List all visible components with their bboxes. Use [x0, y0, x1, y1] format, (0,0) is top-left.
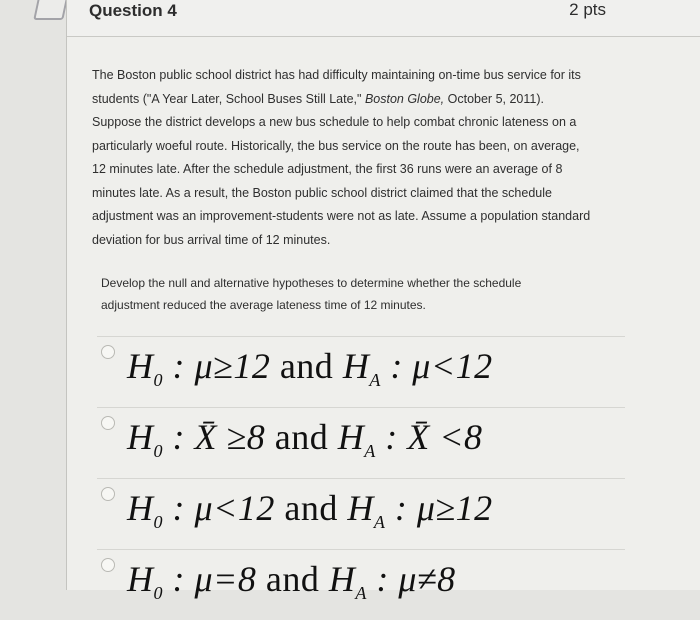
sub-prompt-line: Develop the null and alternative hypotheses to determine whether the schedule: [101, 276, 522, 290]
prompt-line: 12 minutes late. After the schedule adjustment, the first 36 runs were an average of 8: [92, 162, 563, 176]
prompt-source: Boston Globe,: [364, 91, 445, 106]
prompt-line: deviation for bus arrival time of 12 minutes.: [92, 232, 331, 247]
flag-question-icon[interactable]: [33, 0, 69, 20]
answer-option-2[interactable]: [97, 407, 625, 478]
question-prompt: [92, 64, 612, 252]
sub-prompt-line: adjustment reduced the average lateness time of 12 minutes.: [101, 298, 426, 312]
prompt-line: minutes late. As a result, the Boston public school district claimed that the schedule: [92, 185, 552, 200]
answer-option-4[interactable]: [97, 549, 625, 620]
answer-formula: $H_0$ : μ≥12 and $H_A$ : μ<12: [127, 346, 493, 390]
answer-formula: $H_0$ : X̄ ≥8 and $H_A$ : X̄ <8: [127, 417, 483, 461]
answer-options: [97, 336, 625, 620]
radio-button[interactable]: [101, 558, 115, 572]
prompt-line: The Boston public school district has had difficulty maintaining on-time bus service for its: [92, 68, 581, 82]
answer-option-3[interactable]: [97, 478, 625, 549]
answer-formula: $H_0$ : μ=8 and $H_A$ : μ≠8: [127, 559, 456, 603]
question-card: [66, 0, 700, 603]
question-header: [67, 0, 700, 37]
prompt-line: particularly woeful route. Historically, the bus service on the route has been, on average,: [92, 138, 580, 153]
radio-button[interactable]: [101, 416, 115, 430]
prompt-line: adjustment was an improvement-students were not as late. Assume a population standard: [92, 209, 591, 223]
radio-button[interactable]: [101, 487, 115, 501]
prompt-line: students ("A Year Later, School Buses Still Late," Boston Globe, October 5, 2011).: [92, 91, 544, 106]
answer-formula: $H_0$ : μ<12 and $H_A$ : μ≥12: [127, 488, 493, 532]
answer-option-1[interactable]: [97, 336, 625, 407]
question-title: Question 4: [89, 1, 177, 20]
question-points: 2 pts: [569, 0, 606, 19]
radio-button[interactable]: [101, 345, 115, 359]
prompt-line: Suppose the district develops a new bus schedule to help combat chronic lateness on a: [92, 115, 577, 129]
sub-question-prompt: [101, 272, 571, 316]
